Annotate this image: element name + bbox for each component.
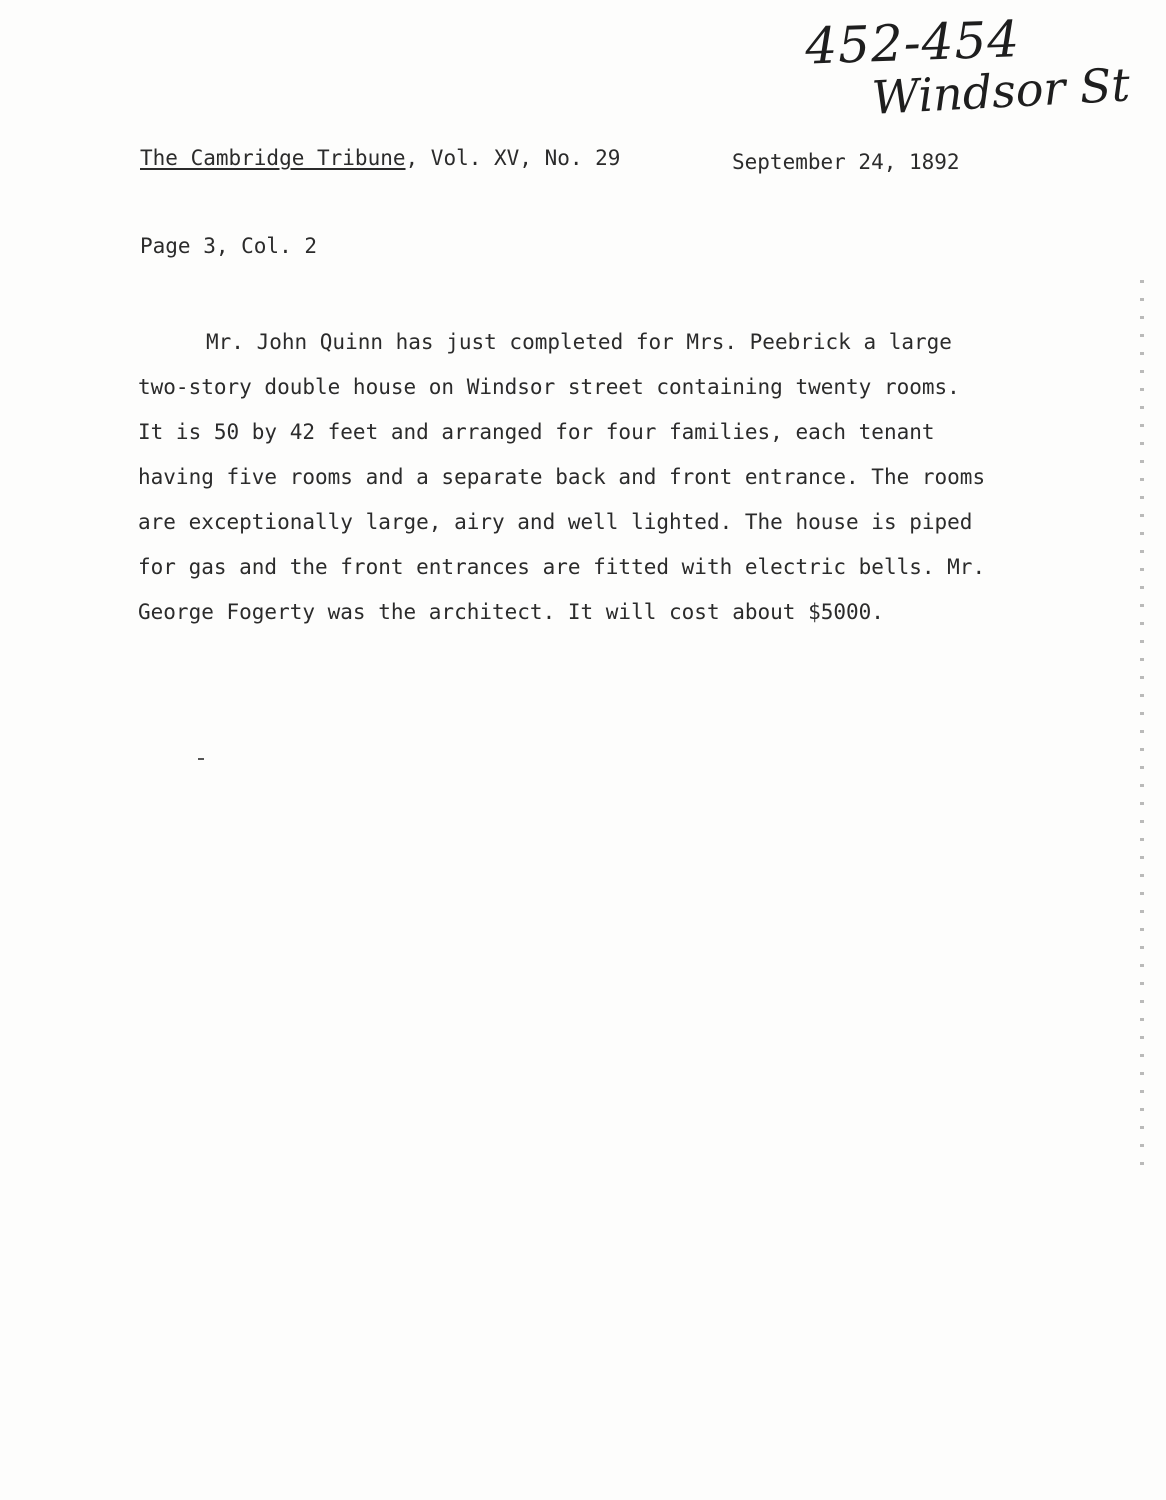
article-line: It is 50 by 42 feet and arranged for four families, each tenant <box>138 420 935 444</box>
page-column-reference: Page 3, Col. 2 <box>140 234 318 258</box>
article-line: are exceptionally large, airy and well lighted. The house is piped <box>138 510 973 534</box>
article-line: having five rooms and a separate back and front entrance. The rooms <box>138 465 986 489</box>
article-line: Mr. John Quinn has just completed for Mrs. Peebrick a large <box>206 330 952 354</box>
article-line: two-story double house on Windsor street containing twenty rooms. <box>138 375 960 399</box>
issue-info: , Vol. XV, No. 29 <box>405 146 621 170</box>
article-line: for gas and the front entrances are fitted with electric bells. Mr. <box>138 555 986 579</box>
article-line: George Fogerty was the architect. It will cost about $5000. <box>138 600 884 624</box>
stray-pen-mark <box>198 758 204 760</box>
publication-date: September 24, 1892 <box>732 150 960 174</box>
handwritten-street-name: Windsor St <box>870 57 1132 125</box>
article-body <box>138 320 1078 635</box>
scan-edge-marks <box>1140 280 1144 1180</box>
handwritten-street-numbers: 452-454 <box>804 10 1021 76</box>
handwritten-address-note <box>800 10 1132 125</box>
publication-title: The Cambridge Tribune <box>140 146 406 170</box>
